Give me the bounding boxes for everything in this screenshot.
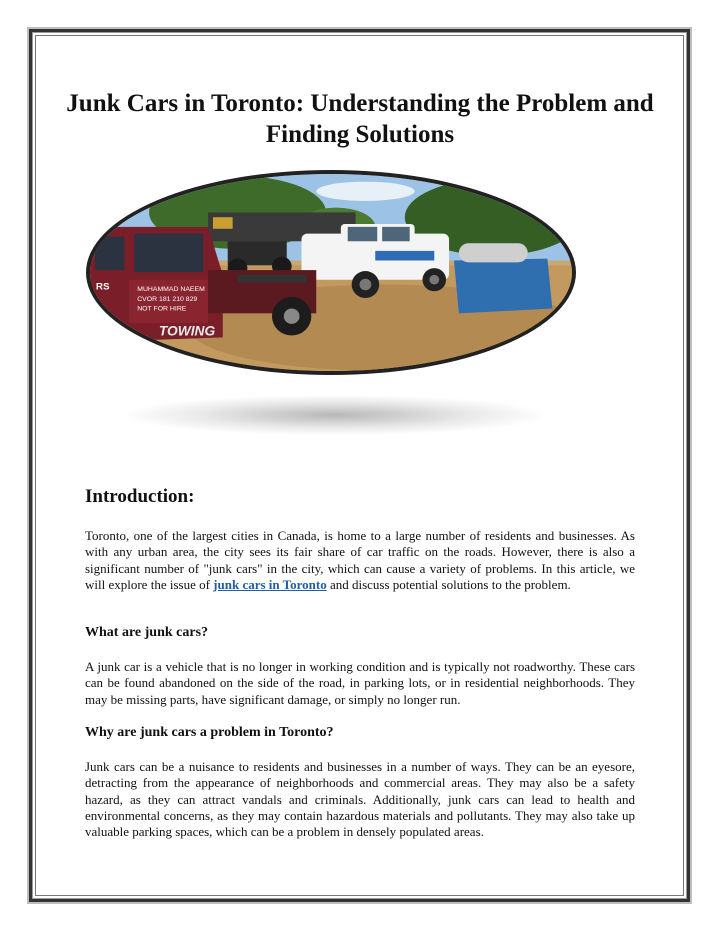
hero-image	[86, 170, 576, 375]
why-problem-paragraph: Junk cars can be a nuisance to residents and businesses in a number of ways. They can be an eyesore, detracting from the appearance of neighborhoods and commercial areas. They may also be a safety hazard, as they can attract vandals and criminals. Additionally, junk cars can lead to health and environmental concerns, as they may contain hazardous materials and pollutants. They may also take up valuable parking spaces, which can be a problem in densely populated areas.	[85, 759, 635, 840]
introduction-heading: Introduction:	[85, 486, 195, 507]
junk-cars-link[interactable]: junk cars in Toronto	[213, 576, 327, 592]
introduction-paragraph	[85, 528, 635, 593]
intro-text-before: Toronto, one of the largest cities in Canada, is home to a large number of residents and businesses. As with any urban area, the city sees its fair share of car traffic on the roads. However, there is also a significant number of "junk cars" in the city, which can cause a variety of problems. In this article, we will explore the issue of	[85, 528, 635, 592]
page-title: Junk Cars in Toronto: Understanding the Problem and Finding Solutions	[66, 90, 654, 148]
what-are-junk-cars-paragraph: A junk car is a vehicle that is no longer in working condition and is typically not roadworthy. These cars can be found abandoned on the side of the road, in parking lots, or in residential neighborhoods. They may be missing parts, have significant damage, or simply no longer run.	[85, 659, 635, 707]
truck-side-text: RS	[95, 281, 110, 293]
truck-text-line-1: MUHAMMAD NAEEM	[137, 286, 205, 294]
why-problem-heading: Why are junk cars a problem in Toronto?	[85, 725, 334, 740]
truck-brand-text: TOWING	[158, 323, 216, 339]
truck-text-line-3: NOT FOR HIRE	[137, 305, 187, 313]
hero-shadow	[125, 395, 545, 435]
junkyard-photo	[90, 174, 572, 371]
truck-text-line-2: CVOR 181 210 829	[137, 295, 198, 303]
what-are-junk-cars-heading: What are junk cars?	[85, 625, 209, 640]
intro-text-after: and discuss potential solutions to the problem.	[326, 576, 571, 592]
